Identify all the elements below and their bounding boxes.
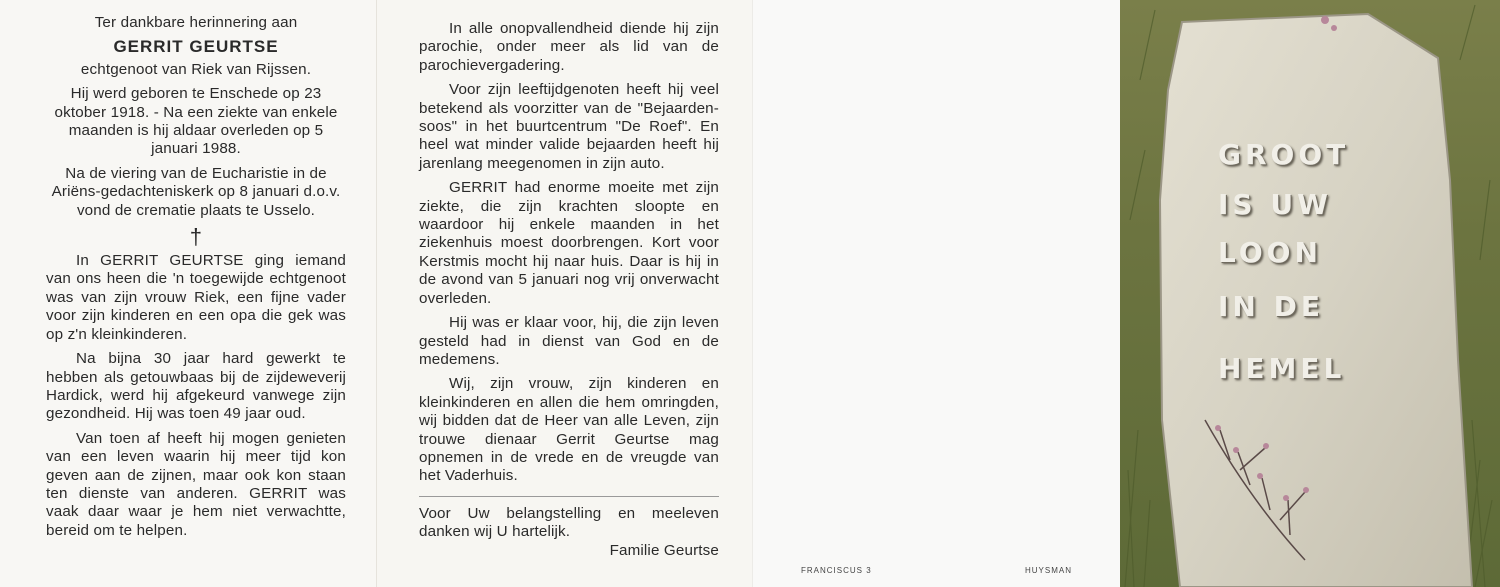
spouse-line: echtgenoot van Riek van Rijssen.: [80, 60, 312, 78]
printer-mark-left: FRANCISCUS 3: [801, 566, 872, 575]
cross-icon: †: [189, 224, 203, 250]
bio-paragraph-5: Voor zijn leeftijdgenoten heeft hij veel betekend als voorzitter van de "Bejaarden-soos" in het buurtcentrum "De Roef". En heel wat minder valide bejaarden heeft hij jarenlang meegenomen in zijn auto.: [419, 81, 719, 172]
card-left-panel: [0, 0, 376, 587]
printer-mark-right: HUYSMAN: [1025, 566, 1073, 575]
engraving-line-2: IS UW: [1218, 188, 1332, 221]
bio-paragraph-8: Wij, zijn vrouw, zijn kinderen en kleinkinderen en allen die hem omringden, wij bidden dat de Heer van alle Leven, zijn trouwe dienaar Gerrit Geurtse mag opnemen in de vrede en de vreugde van het Vaderhuis.: [419, 375, 719, 485]
card-back-panel: [752, 0, 1120, 587]
engraving-line-4: IN DE: [1218, 290, 1324, 323]
bio-paragraph-2: Na bijna 30 jaar hard gewerkt te hebben als getouwbaas bij de zijdeweverij Hardick, werd hij afgekeurd vanwege zijn gezondheid. Hij was toen 49 jaar oud.: [46, 350, 346, 423]
card-middle-panel: [376, 0, 752, 587]
bio-paragraph-3: Van toen af heeft hij mogen genieten van een leven waarin hij meer tijd kon geven aan de zijnen, maar ook kon staan ten dienste van anderen. GERRIT was vaak daar waar je hem niet verwachtte, bereid om te helpen.: [46, 429, 346, 539]
birth-death-paragraph: Hij werd geboren te Enschede op 23 oktober 1918. - Na een ziekte van enkele maanden is hij aldaar overleden op 5 januari 1988.: [54, 85, 338, 158]
engraving-line-5: HEMEL: [1218, 352, 1346, 385]
funeral-paragraph: Na de viering van de Eucharistie in de Ariëns-gedachteniskerk op 8 januari d.o.v. vond de crematie plaats te Usselo.: [51, 164, 341, 219]
stone-photo: [1120, 0, 1500, 587]
signature: Familie Geurtse: [609, 541, 719, 559]
bio-paragraph-7: Hij was er klaar voor, hij, die zijn leven gesteld had in dienst van God en de medemens.: [419, 314, 719, 368]
thanks-text: Voor Uw belangstelling en meeleven danken wij U hartelijk.: [419, 504, 719, 541]
intro-line: Ter dankbare herinnering aan: [94, 14, 298, 31]
bio-paragraph-4: In alle onopvallendheid diende hij zijn parochie, onder meer als lid van de parochievergadering.: [419, 20, 719, 74]
engraving-line-3: LOON: [1218, 236, 1322, 269]
engraving-line-1: GROOT: [1218, 138, 1350, 171]
divider: [419, 496, 719, 497]
bio-paragraph-1: In GERRIT GEURTSE ging iemand van ons heen die 'n toegewijde echtgenoot was van zijn vrouw Riek, een fijne vader voor zijn kinderen en een opa die gek was op z'n kleinkinderen.: [46, 252, 346, 343]
deceased-name: GERRIT GEURTSE: [113, 37, 279, 57]
bio-paragraph-6: GERRIT had enorme moeite met zijn ziekte, die zijn krachten sloopte en waardoor hij enkele maanden in het ziekenhuis moest doorbrengen. Kort voor Kerstmis mocht hij naar huis. Daar is hij in de avond van 5 januari nog vrij onverwacht overleden.: [419, 179, 719, 307]
